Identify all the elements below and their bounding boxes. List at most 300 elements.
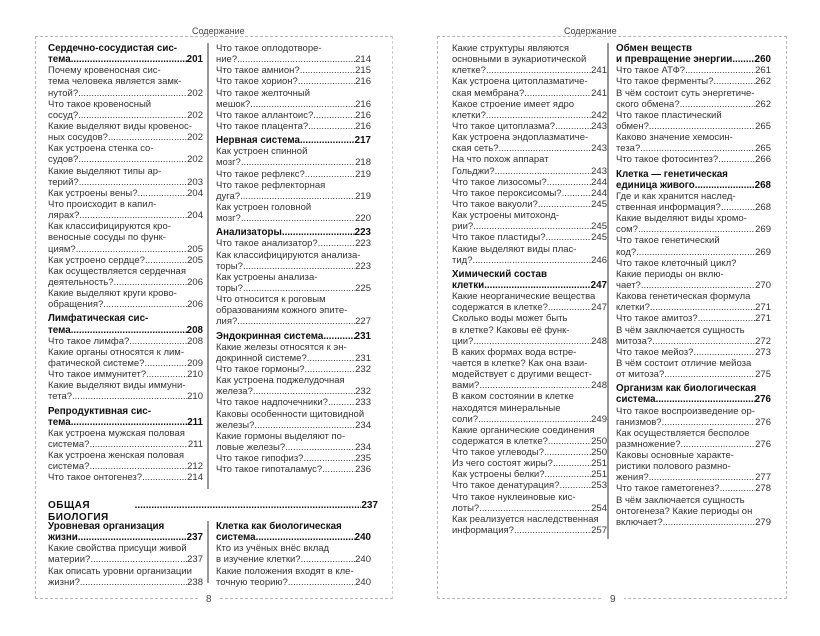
toc-entry[interactable] [216,180,371,202]
entry-text: Анализаторы [216,227,282,239]
entry-text: Какие выделяют типы ар- [48,165,162,177]
toc-entry[interactable] [452,492,607,514]
entry-last-line [452,336,607,347]
entry-page-number: 210 [187,369,203,381]
toc-entry[interactable] [48,166,203,188]
toc-chapter-entry[interactable] [216,135,371,146]
dot-leader [721,202,755,213]
entry-last-line [48,472,203,483]
toc-entry[interactable] [48,255,203,266]
entry-line [616,291,771,302]
entry-text: ции? [452,335,474,347]
entry-page-number: 202 [187,154,203,166]
toc-entry[interactable] [216,43,371,65]
entry-last-line [48,277,203,288]
entry-last-line [452,221,607,232]
dot-leader [237,316,355,327]
entry-last-line [616,224,771,235]
entry-text: тета? [48,391,73,403]
toc-entry[interactable] [616,191,771,213]
toc-entry[interactable] [216,238,371,249]
entry-text: Что такое пероксисомы? [452,187,562,199]
toc-entry[interactable] [616,76,771,87]
entry-text: Что такое желточный [216,87,311,99]
entry-page-number: 214 [355,54,371,66]
entry-text: Какие положения входят в кле- [216,565,354,577]
toc-entry[interactable] [452,43,607,76]
entry-text: судов? [48,154,79,166]
entry-last-line [616,202,771,213]
entry-text: Как устроена мужская половая [48,427,185,439]
dot-leader [732,54,754,65]
entry-page-number: 211 [187,416,203,428]
entry-last-line [452,143,607,154]
dot-leader [90,554,187,565]
entry-line [616,325,771,336]
toc-entry[interactable] [616,358,771,380]
dot-leader [548,436,591,447]
dot-leader [80,577,187,588]
entry-line [216,566,371,577]
entry-text: Какие выделяют виды кровенос- [48,120,192,132]
toc-entry[interactable] [616,110,771,132]
entry-text: Гольджи? [452,165,495,177]
toc-entry[interactable] [616,154,771,165]
entry-page-number: 219 [355,168,371,180]
entry-text: В чём заключается сущность [616,494,745,506]
toc-chapter-entry[interactable] [616,169,771,191]
entry-last-line [616,369,771,380]
dot-leader [135,500,362,512]
entry-line [48,380,203,391]
toc-entry[interactable] [452,210,607,232]
entry-line [48,406,203,417]
entry-last-line [48,369,203,380]
entry-text: докринной системе? [216,352,307,364]
toc-entry[interactable] [452,154,607,176]
dot-leader [71,325,187,336]
entry-text: Организм как биологическая [616,383,757,395]
entry-page-number: 277 [755,472,771,484]
entry-text: Как устроена поджелудочная [216,375,345,387]
toc-entry[interactable] [452,99,607,121]
entry-page-number: 269 [755,246,771,258]
entry-line [48,43,203,54]
entry-line [48,288,203,299]
entry-page-number: 257 [591,525,607,537]
entry-line [48,221,203,232]
entry-text: Что такое вакуоли? [452,198,538,210]
entry-last-line [452,436,607,447]
toc-chapter-entry[interactable] [48,521,203,543]
toc-entry[interactable] [452,480,607,491]
entry-text: клетки? [616,302,650,314]
entry-text: Какие гормоны выделяют по- [216,430,346,442]
entry-text: ных сосудов? [48,132,108,144]
toc-entry[interactable] [216,272,371,294]
dot-leader [89,461,187,472]
entry-last-line [452,525,607,536]
toc-entry[interactable] [48,566,203,588]
entry-page-number: 240 [355,576,371,588]
toc-entry[interactable] [48,347,203,369]
dot-leader [323,331,354,342]
entry-text: Какие периоды он вклю- [616,268,724,280]
toc-chapter-entry[interactable] [616,383,771,405]
entry-page-number: 254 [591,502,607,514]
toc-entry[interactable] [616,483,771,494]
toc-entry[interactable] [452,244,607,266]
entry-text: Что такое гипофиз? [216,453,304,465]
column-divider [607,43,609,539]
toc-chapter-entry[interactable] [616,43,771,65]
entry-text: Что такое цитоплазма? [452,120,556,132]
toc-entry[interactable] [216,250,371,272]
entry-line [616,191,771,202]
toc-entry[interactable] [452,347,607,392]
toc-entry[interactable] [48,472,203,483]
entry-page-number: 243 [591,165,607,177]
dot-leader [313,110,355,121]
entry-last-line [452,188,607,199]
entry-text: информация? [452,525,514,537]
entry-last-line [48,358,203,369]
entry-page-number: 279 [755,516,771,528]
toc-entry[interactable] [452,514,607,536]
entry-line [48,121,203,132]
dot-leader [301,554,356,565]
entry-text: образованиям кожного эпите- [216,305,348,317]
entry-last-line [452,380,607,391]
entry-line [616,406,771,417]
entry-line [48,232,203,243]
dot-leader [240,191,355,202]
toc-entry[interactable] [48,380,203,402]
dot-leader [698,313,755,324]
toc-entry[interactable] [452,232,607,243]
entry-line [452,514,607,525]
entry-last-line [216,353,371,364]
entry-line [616,506,771,517]
entry-line [616,213,771,224]
entry-last-line [216,420,371,431]
entry-line [216,250,371,261]
toc-entry[interactable] [452,132,607,154]
toc-entry[interactable] [216,566,371,588]
toc-entry[interactable] [616,235,771,257]
toc-entry[interactable] [216,409,371,431]
entry-page-number: 218 [355,157,371,169]
entry-text: Что такое иммунитет? [48,369,147,381]
toc-entry[interactable] [616,258,771,291]
entry-text: жизни [48,532,78,544]
dot-leader [288,577,355,588]
entry-line [216,272,371,283]
toc-entry[interactable] [452,121,607,132]
entry-text: теза? [616,143,641,155]
entry-text: Как устроены митохонд- [452,210,560,222]
entry-text: Уровневая организация [48,521,165,532]
dot-leader [479,503,591,514]
entry-line [616,383,771,394]
entry-line [452,391,607,402]
entry-last-line [48,391,203,402]
entry-page-number: 245 [591,198,607,210]
entry-text: В каких формах вода встре- [452,346,577,358]
toc-entry[interactable] [216,65,371,76]
entry-page-number: 243 [591,143,607,155]
dot-leader [71,54,187,65]
dot-leader [243,261,355,272]
dot-leader [685,65,755,76]
entry-last-line [48,439,203,450]
toc-entry[interactable] [48,543,203,565]
entry-text: В чём состоит суть энергетиче- [616,87,755,99]
toc-entry[interactable] [216,146,371,168]
entry-last-line [48,577,203,588]
entry-text: ние? [216,54,238,66]
entry-last-line [616,517,771,528]
entry-text: веносные сосуды по функ- [48,232,166,244]
toc-entry[interactable] [216,364,371,375]
toc-entry[interactable] [48,121,203,143]
entry-page-number: 204 [187,210,203,222]
toc-entry[interactable] [216,169,371,180]
entry-page-number: 227 [355,316,371,328]
dot-leader [129,336,187,347]
entry-last-line [216,577,371,588]
entry-last-line [452,177,607,188]
entry-last-line [452,121,607,132]
toc-entry[interactable] [48,188,203,199]
toc-entry[interactable] [616,450,771,483]
entry-page-number: 276 [755,416,771,428]
toc-entry[interactable] [452,291,607,313]
entry-text: Как описать уровни организации [48,565,192,577]
entry-text: система? [48,438,90,450]
toc-entry[interactable] [616,65,771,76]
entry-text: Что такое амитоз? [616,313,698,325]
entry-last-line [216,65,371,76]
dot-leader [548,302,591,313]
entry-text: Что такое оплодотворе- [216,43,322,54]
entry-text: чается в клетке? Как она взаи- [452,357,588,369]
toc-entry[interactable] [216,464,371,475]
toc-chapter-entry[interactable] [216,521,371,543]
section-heading[interactable] [48,500,378,523]
dot-leader [495,166,592,177]
toc-entry[interactable] [216,202,371,224]
entry-page-number: 203 [187,176,203,188]
entry-last-line [216,135,371,146]
toc-entry[interactable] [452,425,607,447]
entry-text: митоза? [616,335,653,347]
entry-page-number: 245 [591,221,607,233]
entry-last-line [452,199,607,210]
entry-text: система? [48,461,90,473]
toc-entry[interactable] [616,213,771,235]
toc-entry[interactable] [216,431,371,453]
toc-chapter-entry[interactable] [452,269,607,291]
toc-entry[interactable] [452,469,607,480]
entry-text: Как осуществляется бесполое [616,427,750,439]
entry-line [452,269,607,280]
column-divider [207,43,209,489]
entry-page-number: 223 [354,227,371,239]
entry-page-number: 271 [755,302,771,314]
entry-text: клетки [452,279,485,291]
entry-page-number: 244 [591,176,607,188]
toc-entry[interactable] [452,313,607,346]
toc-entry[interactable] [616,428,771,450]
toc-entry[interactable] [616,495,771,528]
toc-entry[interactable] [48,266,203,288]
toc-entry[interactable] [216,294,371,327]
entry-line [616,235,771,246]
entry-page-number: 268 [755,201,771,213]
toc-entry[interactable] [452,76,607,98]
toc-entry[interactable] [616,132,771,154]
toc-entry[interactable] [216,121,371,132]
toc-entry[interactable] [48,288,203,310]
entry-text: Что происходит в капил- [48,198,157,210]
column-divider [207,521,209,583]
entry-last-line [452,255,607,266]
entry-text: Что такое АТФ? [616,65,686,77]
toc-chapter-entry[interactable] [48,313,203,335]
toc-entry[interactable] [216,76,371,87]
entry-text: дуга? [216,190,241,202]
toc-entry[interactable] [48,99,203,121]
entry-text: обращения? [48,299,104,311]
entry-page-number: 217 [354,135,371,147]
entry-page-number: 251 [591,458,607,470]
dot-leader [638,224,755,235]
entry-last-line [216,397,371,408]
entry-line [48,428,203,439]
toc-column [48,43,203,483]
toc-entry[interactable] [452,177,607,188]
dot-leader [636,247,755,258]
toc-entry[interactable] [48,428,203,450]
toc-entry[interactable] [48,336,203,347]
toc-chapter-entry[interactable] [48,406,203,428]
entry-text: материи? [48,554,91,566]
toc-entry[interactable] [452,458,607,469]
entry-last-line [48,154,203,165]
entry-line [48,521,203,532]
entry-text: система [216,532,256,544]
toc-entry[interactable] [616,325,771,347]
toc-entry[interactable] [616,347,771,358]
entry-text: размножение? [616,438,681,450]
entry-last-line [48,210,203,221]
toc-entry[interactable] [452,447,607,458]
entry-page-number: 260 [754,54,771,66]
toc-entry[interactable] [216,543,371,565]
entry-text: Лимфатическая сис- [48,313,149,325]
entry-line [616,132,771,143]
toc-chapter-entry[interactable] [216,331,371,342]
toc-entry[interactable] [48,221,203,254]
entry-text: Из чего состоят жиры? [452,458,553,470]
entry-last-line [452,447,607,458]
entry-text: Какие выделяют круги крово- [48,288,177,300]
entry-last-line [452,232,607,243]
entry-text: тид? [452,254,473,266]
entry-text: ского обмена? [616,98,680,110]
toc-entry[interactable] [216,110,371,121]
entry-line [452,99,607,110]
toc-entry[interactable] [452,188,607,199]
entry-text: Кто из учёных внёс вклад [216,543,330,555]
entry-text: Что такое углеводы? [452,447,544,459]
dot-leader [142,472,187,483]
dot-leader [478,414,591,425]
entry-text: тема [48,54,71,66]
toc-entry[interactable] [216,375,371,397]
entry-last-line [216,157,371,168]
toc-chapter-entry[interactable] [216,227,371,238]
toc-column [216,521,371,588]
entry-text: Что такое мейоз? [616,346,694,358]
toc-entry[interactable] [216,342,371,364]
toc-entry[interactable] [452,199,607,210]
entry-page-number: 234 [355,419,371,431]
entry-line [452,244,607,255]
entry-line [48,143,203,154]
entry-last-line [48,177,203,188]
dot-leader [695,180,755,191]
entry-text: Какое строение имеет ядро [452,98,575,110]
entry-last-line [616,336,771,347]
toc-entry[interactable] [48,450,203,472]
dot-leader [282,227,355,238]
toc-entry[interactable] [616,291,771,313]
entry-text: Как устроены вены? [48,187,138,199]
entry-text: Какова генетическая формула [616,291,751,303]
toc-entry[interactable] [452,391,607,424]
entry-page-number: 220 [355,213,371,225]
entry-last-line [616,99,771,110]
entry-page-number: 237 [186,532,203,544]
entry-text: мешок? [216,98,251,110]
entry-line [452,358,607,369]
toc-entry[interactable] [48,199,203,221]
entry-page-number: 202 [187,109,203,121]
toc-entry[interactable] [216,453,371,464]
toc-chapter-entry[interactable] [48,43,203,65]
entry-text: чает? [616,279,641,291]
toc-entry[interactable] [616,406,771,428]
toc-entry[interactable] [216,397,371,408]
toc-entry[interactable] [616,88,771,110]
toc-entry[interactable] [48,65,203,98]
entry-page-number: 237 [187,554,203,566]
entry-page-number: 223 [355,260,371,272]
toc-entry[interactable] [216,88,371,110]
toc-entry[interactable] [48,369,203,380]
entry-text: Что такое амнион? [216,65,300,77]
entry-page-number: 225 [355,282,371,294]
entry-text: Какие выделяют виды плас- [452,243,577,255]
toc-entry[interactable] [616,313,771,324]
dot-leader [538,199,591,210]
dot-leader [144,358,187,369]
entry-last-line [616,347,771,358]
toc-entry[interactable] [48,143,203,165]
entry-last-line [452,88,607,99]
